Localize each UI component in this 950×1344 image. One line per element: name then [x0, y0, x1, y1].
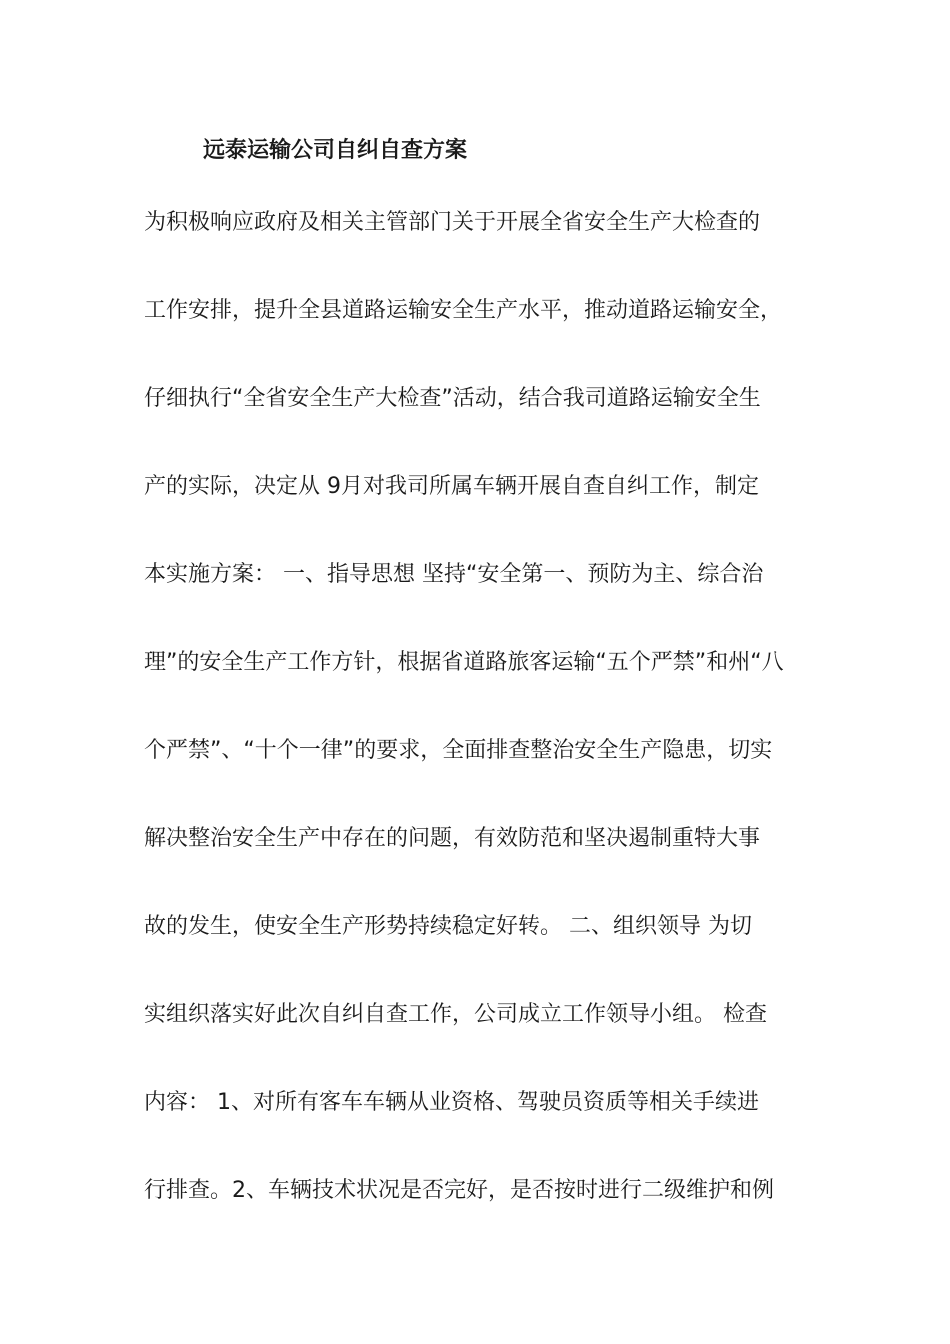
body-line: 实组织落实好此次自纠自查工作，公司成立工作领导小组。 检查	[144, 1002, 767, 1027]
body-line: 故的发生，使安全生产形势持续稳定好转。 二、组织领导 为切	[144, 914, 752, 939]
body-line: 个严禁”、“十个一律”的要求，全面排查整治安全生产隐患，切实	[144, 738, 773, 763]
body-line: 仔细执行“全省安全生产大检查”活动，结合我司道路运输安全生	[144, 386, 761, 411]
body-line: 内容： 1、对所有客车车辆从业资格、驾驶员资质等相关手续进	[144, 1090, 759, 1115]
body-line: 工作安排，提升全县道路运输安全生产水平，推动道路运输安全，	[144, 298, 783, 323]
body-line: 为积极响应政府及相关主管部门关于开展全省安全生产大检查的	[144, 210, 761, 235]
body-line: 解决整治安全生产中存在的问题，有效防范和坚决遏制重特大事	[144, 826, 761, 851]
body-line: 行排查。2、车辆技术状况是否完好，是否按时进行二级维护和例	[144, 1178, 774, 1203]
document-title: 远泰运输公司自纠自查方案	[203, 138, 468, 163]
body-line: 理”的安全生产工作方针，根据省道路旅客运输“五个严禁”和州“八	[144, 650, 784, 675]
document-body	[144, 201, 824, 1257]
body-line: 本实施方案： 一、指导思想 坚持“安全第一、预防为主、综合治	[144, 562, 764, 587]
body-line: 产的实际，决定从 9月对我司所属车辆开展自查自纠工作，制定	[144, 474, 759, 499]
